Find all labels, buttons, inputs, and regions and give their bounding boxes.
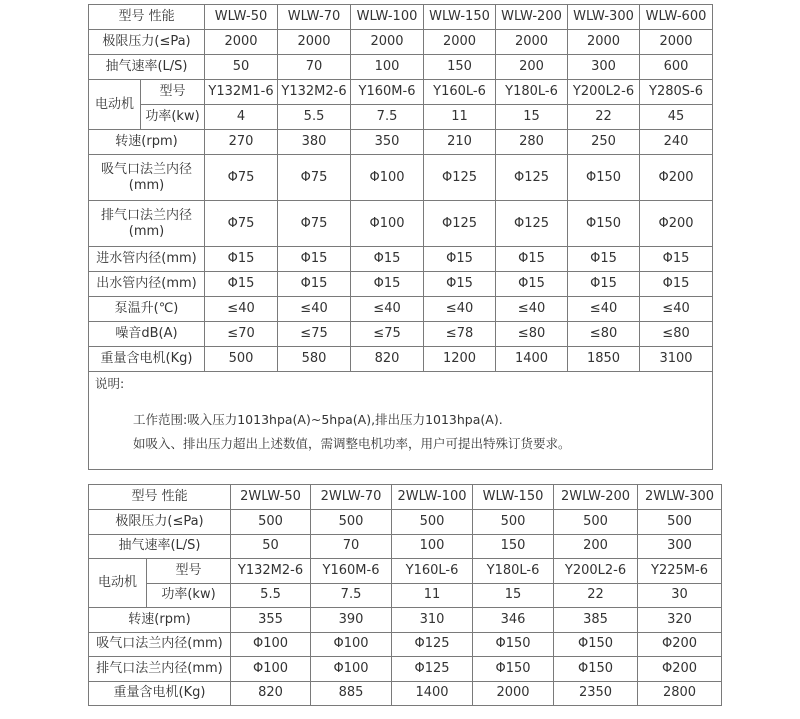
cell-value: 820	[231, 681, 311, 706]
motor-model-label: 型号	[147, 559, 231, 584]
model-name: 2WLW-50	[231, 485, 311, 510]
cell-value: Φ15	[205, 247, 278, 272]
motor-model: Y280S-6	[640, 80, 713, 105]
motor-model: Y132M2-6	[231, 559, 311, 584]
row-label: 排气口法兰内径(mm)	[89, 657, 231, 682]
cell-value: 270	[205, 130, 278, 155]
cell-value: ≤40	[640, 297, 713, 322]
table-row	[89, 272, 713, 297]
cell-value: 70	[278, 55, 351, 80]
table-row	[89, 322, 713, 347]
motor-power: 45	[640, 105, 713, 130]
table-row	[89, 130, 713, 155]
row-label: 吸气口法兰内径(mm)	[89, 155, 205, 201]
cell-value: Φ150	[473, 632, 554, 657]
cell-value: 1400	[392, 681, 473, 706]
row-label: 极限压力(≤Pa)	[89, 30, 205, 55]
cell-value: Φ15	[496, 272, 568, 297]
cell-value: 1400	[496, 347, 568, 372]
header-row	[89, 485, 722, 510]
cell-value: ≤40	[278, 297, 351, 322]
cell-value: 380	[278, 130, 351, 155]
cell-value: Φ125	[392, 657, 473, 682]
cell-value: 2800	[638, 681, 722, 706]
cell-value: Φ125	[424, 201, 496, 247]
motor-power: 15	[496, 105, 568, 130]
cell-value: 500	[392, 510, 473, 535]
cell-value: 50	[231, 534, 311, 559]
table-row	[89, 632, 722, 657]
row-label: 排气口法兰内径(mm)	[89, 201, 205, 247]
note-cell	[89, 372, 713, 470]
row-label: 吸气口法兰内径(mm)	[89, 632, 231, 657]
model-name: 2WLW-70	[311, 485, 392, 510]
cell-value: 2000	[473, 681, 554, 706]
model-name: WLW-150	[473, 485, 554, 510]
cell-value: 600	[640, 55, 713, 80]
cell-value: 300	[638, 534, 722, 559]
cell-value: Φ150	[568, 201, 640, 247]
row-label: 重量含电机(Kg)	[89, 347, 205, 372]
motor-model: Y225M-6	[638, 559, 722, 584]
row-label: 转速(rpm)	[89, 130, 205, 155]
cell-value: Φ150	[568, 155, 640, 201]
cell-value: 500	[311, 510, 392, 535]
cell-value: Φ75	[205, 201, 278, 247]
cell-value: 2000	[496, 30, 568, 55]
cell-value: 390	[311, 608, 392, 633]
cell-value: Φ15	[568, 272, 640, 297]
cell-value: Φ150	[554, 632, 638, 657]
motor-power-row	[89, 105, 713, 130]
cell-value: ≤40	[496, 297, 568, 322]
cell-value: Φ15	[424, 272, 496, 297]
cell-value: 300	[568, 55, 640, 80]
motor-model: Y160L-6	[424, 80, 496, 105]
cell-value: Φ100	[231, 657, 311, 682]
motor-model: Y180L-6	[496, 80, 568, 105]
cell-value: Φ100	[351, 201, 424, 247]
cell-value: 2000	[351, 30, 424, 55]
table-row	[89, 681, 722, 706]
motor-model-label: 型号	[141, 80, 205, 105]
table-row	[89, 657, 722, 682]
motor-model: Y160M-6	[311, 559, 392, 584]
cell-value: 355	[231, 608, 311, 633]
cell-value: 346	[473, 608, 554, 633]
row-label: 泵温升(℃)	[89, 297, 205, 322]
table-row	[89, 534, 722, 559]
cell-value: 1200	[424, 347, 496, 372]
motor-model: Y180L-6	[473, 559, 554, 584]
motor-model: Y160L-6	[392, 559, 473, 584]
cell-value: 500	[638, 510, 722, 535]
cell-value: 500	[554, 510, 638, 535]
row-label: 进水管内径(mm)	[89, 247, 205, 272]
cell-value: 2000	[205, 30, 278, 55]
cell-value: 200	[554, 534, 638, 559]
cell-value: Φ15	[351, 247, 424, 272]
motor-model: Y160M-6	[351, 80, 424, 105]
note-row	[89, 372, 713, 470]
cell-value: Φ100	[311, 632, 392, 657]
cell-value: 150	[473, 534, 554, 559]
cell-value: 150	[424, 55, 496, 80]
cell-value: Φ150	[473, 657, 554, 682]
row-label: 极限压力(≤Pa)	[89, 510, 231, 535]
cell-value: 100	[351, 55, 424, 80]
cell-value: Φ200	[640, 201, 713, 247]
table-row	[89, 608, 722, 633]
header-label: 型号 性能	[89, 485, 231, 510]
cell-value: 385	[554, 608, 638, 633]
table-row	[89, 201, 713, 247]
cell-value: Φ100	[351, 155, 424, 201]
cell-value: ≤40	[205, 297, 278, 322]
cell-value: Φ15	[640, 247, 713, 272]
cell-value: ≤40	[351, 297, 424, 322]
motor-model: Y132M1-6	[205, 80, 278, 105]
model-name: WLW-100	[351, 5, 424, 30]
cell-value: Φ75	[278, 155, 351, 201]
cell-value: Φ100	[311, 657, 392, 682]
model-name: 2WLW-200	[554, 485, 638, 510]
cell-value: Φ100	[231, 632, 311, 657]
model-name: WLW-300	[568, 5, 640, 30]
cell-value: ≤78	[424, 322, 496, 347]
table-row	[89, 55, 713, 80]
cell-value: 1850	[568, 347, 640, 372]
table-row	[89, 30, 713, 55]
cell-value: 2000	[278, 30, 351, 55]
cell-value: 100	[392, 534, 473, 559]
cell-value: ≤80	[496, 322, 568, 347]
cell-value: ≤40	[568, 297, 640, 322]
model-name: WLW-150	[424, 5, 496, 30]
cell-value: 2000	[424, 30, 496, 55]
motor-label: 电动机	[89, 559, 147, 608]
row-label: 出水管内径(mm)	[89, 272, 205, 297]
note-title: 说明:	[95, 376, 125, 391]
cell-value: 250	[568, 130, 640, 155]
motor-power: 4	[205, 105, 278, 130]
table-row	[89, 155, 713, 201]
2wlw-spec-table	[88, 484, 722, 706]
motor-power: 22	[568, 105, 640, 130]
table-row	[89, 297, 713, 322]
cell-value: 350	[351, 130, 424, 155]
motor-model: Y200L2-6	[554, 559, 638, 584]
cell-value: 3100	[640, 347, 713, 372]
motor-power: 30	[638, 583, 722, 608]
motor-model-row	[89, 559, 722, 584]
cell-value: Φ150	[554, 657, 638, 682]
cell-value: 310	[392, 608, 473, 633]
cell-value: Φ75	[205, 155, 278, 201]
cell-value: Φ75	[278, 201, 351, 247]
cell-value: 820	[351, 347, 424, 372]
cell-value: Φ15	[496, 247, 568, 272]
motor-model: Y200L2-6	[568, 80, 640, 105]
cell-value: ≤80	[568, 322, 640, 347]
cell-value: 2000	[568, 30, 640, 55]
model-name: 2WLW-100	[392, 485, 473, 510]
motor-power: 22	[554, 583, 638, 608]
motor-power: 15	[473, 583, 554, 608]
motor-label: 电动机	[89, 80, 141, 130]
motor-power: 5.5	[278, 105, 351, 130]
model-name: 2WLW-300	[638, 485, 722, 510]
header-row	[89, 5, 713, 30]
cell-value: Φ15	[278, 272, 351, 297]
table-row	[89, 347, 713, 372]
row-label: 重量含电机(Kg)	[89, 681, 231, 706]
cell-value: Φ200	[638, 657, 722, 682]
row-label: 噪音dB(A)	[89, 322, 205, 347]
motor-power-row	[89, 583, 722, 608]
note-line: 如吸入、排出压力超出上述数值，需调整电机功率，用户可提出特殊订货要求。	[133, 436, 571, 451]
motor-power: 11	[392, 583, 473, 608]
cell-value: ≤75	[278, 322, 351, 347]
cell-value: 500	[231, 510, 311, 535]
cell-value: 500	[473, 510, 554, 535]
cell-value: Φ15	[640, 272, 713, 297]
table-row	[89, 247, 713, 272]
cell-value: ≤70	[205, 322, 278, 347]
cell-value: 580	[278, 347, 351, 372]
cell-value: Φ125	[424, 155, 496, 201]
motor-power: 11	[424, 105, 496, 130]
header-label: 型号 性能	[89, 5, 205, 30]
row-label: 转速(rpm)	[89, 608, 231, 633]
row-label: 抽气速率(L/S)	[89, 534, 231, 559]
cell-value: ≤75	[351, 322, 424, 347]
cell-value: 50	[205, 55, 278, 80]
cell-value: ≤40	[424, 297, 496, 322]
cell-value: 240	[640, 130, 713, 155]
motor-power-label: 功率(kw)	[141, 105, 205, 130]
motor-model: Y132M2-6	[278, 80, 351, 105]
model-name: WLW-600	[640, 5, 713, 30]
cell-value: Φ15	[205, 272, 278, 297]
cell-value: ≤80	[640, 322, 713, 347]
row-label: 抽气速率(L/S)	[89, 55, 205, 80]
motor-power: 7.5	[311, 583, 392, 608]
cell-value: 210	[424, 130, 496, 155]
cell-value: 320	[638, 608, 722, 633]
cell-value: 280	[496, 130, 568, 155]
motor-model-row	[89, 80, 713, 105]
cell-value: Φ15	[278, 247, 351, 272]
wlw-spec-table	[88, 4, 713, 470]
model-name: WLW-200	[496, 5, 568, 30]
cell-value: 2000	[640, 30, 713, 55]
cell-value: 500	[205, 347, 278, 372]
cell-value: 200	[496, 55, 568, 80]
cell-value: 885	[311, 681, 392, 706]
cell-value: Φ125	[392, 632, 473, 657]
cell-value: Φ15	[424, 247, 496, 272]
cell-value: Φ125	[496, 201, 568, 247]
cell-value: 70	[311, 534, 392, 559]
note-line: 工作范围:吸入压力1013hpa(A)~5hpa(A),排出压力1013hpa(A).	[133, 412, 503, 427]
cell-value: Φ125	[496, 155, 568, 201]
cell-value: 2350	[554, 681, 638, 706]
cell-value: Φ15	[351, 272, 424, 297]
table-row	[89, 510, 722, 535]
motor-power: 5.5	[231, 583, 311, 608]
motor-power: 7.5	[351, 105, 424, 130]
model-name: WLW-70	[278, 5, 351, 30]
cell-value: Φ200	[638, 632, 722, 657]
cell-value: Φ200	[640, 155, 713, 201]
cell-value: Φ15	[568, 247, 640, 272]
model-name: WLW-50	[205, 5, 278, 30]
motor-power-label: 功率(kw)	[147, 583, 231, 608]
